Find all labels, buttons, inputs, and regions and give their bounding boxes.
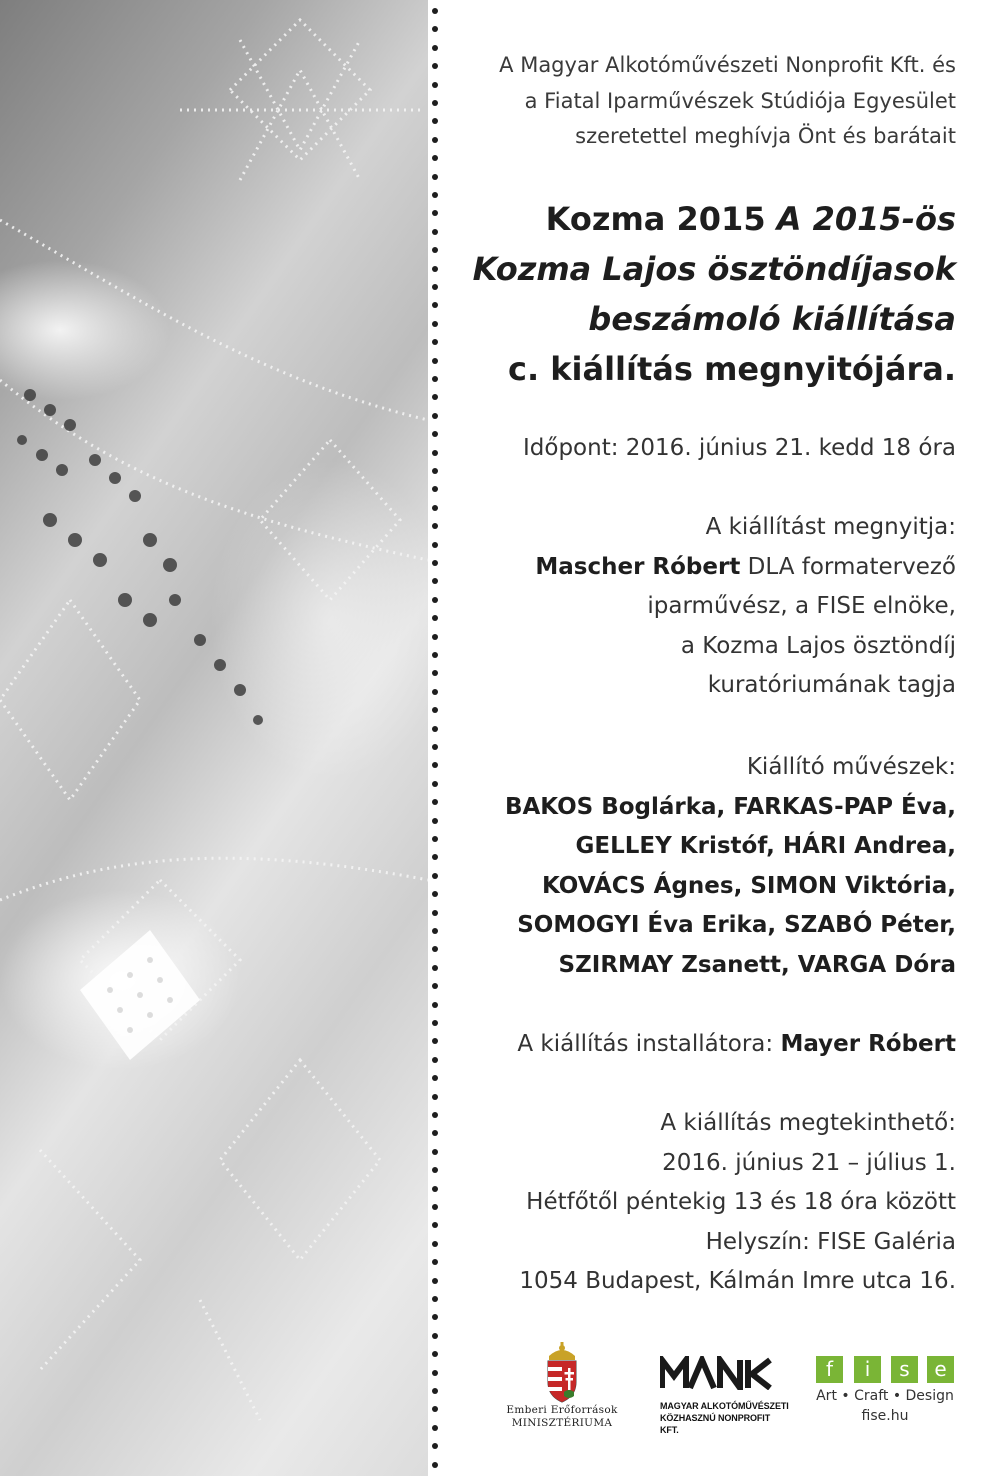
perforation-dot [432,82,438,88]
perforation-dot [432,192,438,198]
perforation-dot [432,652,438,658]
opener-role: DLA formatervező [740,553,956,580]
perforation-dot [432,413,438,419]
artists-line: SZIRMAY Zsanett, VARGA Dóra [558,951,956,978]
intro-text [458,48,956,155]
perforation-dot [432,284,438,290]
perforation-dot [432,358,438,364]
opening-label: A kiállítást megnyitja: [705,514,956,540]
perforation-dot [432,1222,438,1228]
perforation-dot [432,302,438,308]
perforation-dot [432,615,438,621]
artists-label: Kiállító művészek: [746,754,956,780]
perforation-dot [432,1057,438,1063]
mank-wordmark-icon [660,1356,772,1390]
perforation-dot [432,1351,438,1357]
perforation-dot [432,1278,438,1284]
ministry-logo [492,1342,632,1442]
perforation-dot [432,1020,438,1026]
fise-url: fise.hu [861,1408,909,1424]
intro-line: a Fiatal Iparművészek Stúdiója Egyesület [524,88,956,113]
perforation-dot [432,726,438,732]
mank-name-line-2: KÖZHASZNÚ NONPROFIT KFT. [660,1413,771,1435]
fise-letter-f: f [816,1356,843,1383]
perforation-dot [432,597,438,603]
perforation-dot [432,1241,438,1247]
perforation-dot [432,523,438,529]
perforation-dot [432,910,438,916]
title-line-4: c. kiállítás megnyitójára. [507,350,956,388]
perforation-dot [432,1186,438,1192]
perforation-dot [432,762,438,768]
ministry-name-line-2: MINISZTÉRIUMA [511,1417,613,1429]
opening-section [458,508,956,706]
perforation-dot [432,505,438,511]
perforation-dot [432,854,438,860]
opening-line-1 [458,548,956,588]
perforation-dot [432,45,438,51]
artists-section [458,748,956,985]
perforation-dot [432,1038,438,1044]
installer-name: Mayer Róbert [780,1031,956,1057]
perforation-dot [432,928,438,934]
perforation-dot [432,468,438,474]
lace-pattern [0,0,428,1476]
artists-line: BAKOS Boglárka, FARKAS-PAP Éva, [504,793,956,820]
perforation-dot [432,100,438,106]
ministry-name-line-1: Emberi Erőforrások [506,1404,618,1416]
perforation-dot [432,1296,438,1302]
hungarian-crest-icon [543,1342,581,1404]
perforation-dot [432,1314,438,1320]
perforation-dot [432,873,438,879]
perforation-dot [432,1370,438,1376]
visit-dates: 2016. június 21 – július 1. [662,1149,956,1176]
perforation-dot [432,542,438,548]
opening-line-2: iparművész, a FISE elnöke, [647,593,956,619]
intro-line: A Magyar Alkotóművészeti Nonprofit Kft. és [499,53,956,77]
perforation-dot [432,247,438,253]
intro-line: szeretettel meghívja Önt és barátait [575,124,956,148]
mank-name-line-1: MAGYAR ALKOTÓMŰVÉSZETI [660,1401,789,1411]
mank-logo [660,1356,790,1436]
fise-letter-i: i [854,1356,881,1383]
perforation-dot [432,321,438,327]
artists-line: GELLEY Kristóf, HÁRI Andrea, [575,833,956,859]
perforation-dot [432,1112,438,1118]
visit-hours: Hétfőtől péntekig 13 és 18 óra között [526,1189,956,1215]
perforation-dot [432,1130,438,1136]
perforation-dot [432,1425,438,1431]
perforation-dot [432,1259,438,1265]
perforation-dot [432,560,438,566]
visit-venue: Helyszín: FISE Galéria [705,1228,956,1255]
perforation-dot [432,339,438,345]
perforation-dot [432,486,438,492]
perforation-dot [432,965,438,971]
perforation-dot [432,983,438,989]
perforation-dot [432,689,438,695]
perforation-dot [432,450,438,456]
perforation-dot [432,26,438,32]
perforation-dot [432,118,438,124]
perforation-dot [432,376,438,382]
perforation-dot [432,8,438,14]
title-line-1 [458,194,956,244]
fise-tagline: Art • Craft • Design [816,1388,954,1404]
perforation-dot [432,1388,438,1394]
perforation-dot [432,1333,438,1339]
perforation-dot [432,891,438,897]
perforation-dot [432,229,438,235]
perforation-dot [432,1149,438,1155]
fise-letter-e: e [927,1356,954,1383]
perforation-dot [432,1462,438,1468]
visit-label: A kiállítás megtekinthető: [660,1110,956,1136]
perforation-dot [432,155,438,161]
artists-line: KOVÁCS Ágnes, SIMON Viktória, [542,872,956,899]
lace-photo [0,0,428,1476]
perforation-dot [432,781,438,787]
perforation-dot [432,210,438,216]
visit-section [458,1104,956,1302]
installer-section [458,1025,956,1065]
fise-logo [814,1356,956,1436]
title-prefix: Kozma 2015 [545,200,766,238]
perforation-dot [432,394,438,400]
perforation-dot [432,266,438,272]
perforation-dot [432,634,438,640]
perforation-dot [432,818,438,824]
event-time-text: Időpont: 2016. június 21. kedd 18 óra [523,435,956,461]
perforation-dot [432,799,438,805]
perforation-dot [432,707,438,713]
perforation-line [431,0,441,1476]
perforation-dot [432,1002,438,1008]
title-italic: A 2015-ös [776,200,956,238]
perforation-dot [432,578,438,584]
perforation-dot [432,836,438,842]
exhibition-title [458,194,956,394]
opening-line-3: a Kozma Lajos ösztöndíj [680,632,956,659]
perforation-dot [432,1094,438,1100]
opening-line-4: kuratóriumának tagja [707,672,956,698]
perforation-dot [432,174,438,180]
perforation-dot [432,1167,438,1173]
fise-letter-s: s [891,1356,918,1383]
perforation-dot [432,137,438,143]
installer-line [458,1025,956,1065]
perforation-dot [432,1406,438,1412]
perforation-dot [432,1075,438,1081]
visit-address: 1054 Budapest, Kálmán Imre utca 16. [519,1268,956,1294]
perforation-dot [432,670,438,676]
installer-label: A kiállítás installátora: [517,1031,781,1057]
event-time [458,429,956,469]
perforation-dot [432,946,438,952]
title-line-2: Kozma Lajos ösztöndíjasok [472,250,956,288]
perforation-dot [432,744,438,750]
opener-name: Mascher Róbert [535,553,741,580]
artists-line: SOMOGYI Éva Erika, SZABÓ Péter, [517,912,956,938]
perforation-dot [432,431,438,437]
perforation-dot [432,63,438,69]
title-line-3: beszámoló kiállítása [588,300,956,338]
perforation-dot [432,1443,438,1449]
perforation-dot [432,1204,438,1210]
